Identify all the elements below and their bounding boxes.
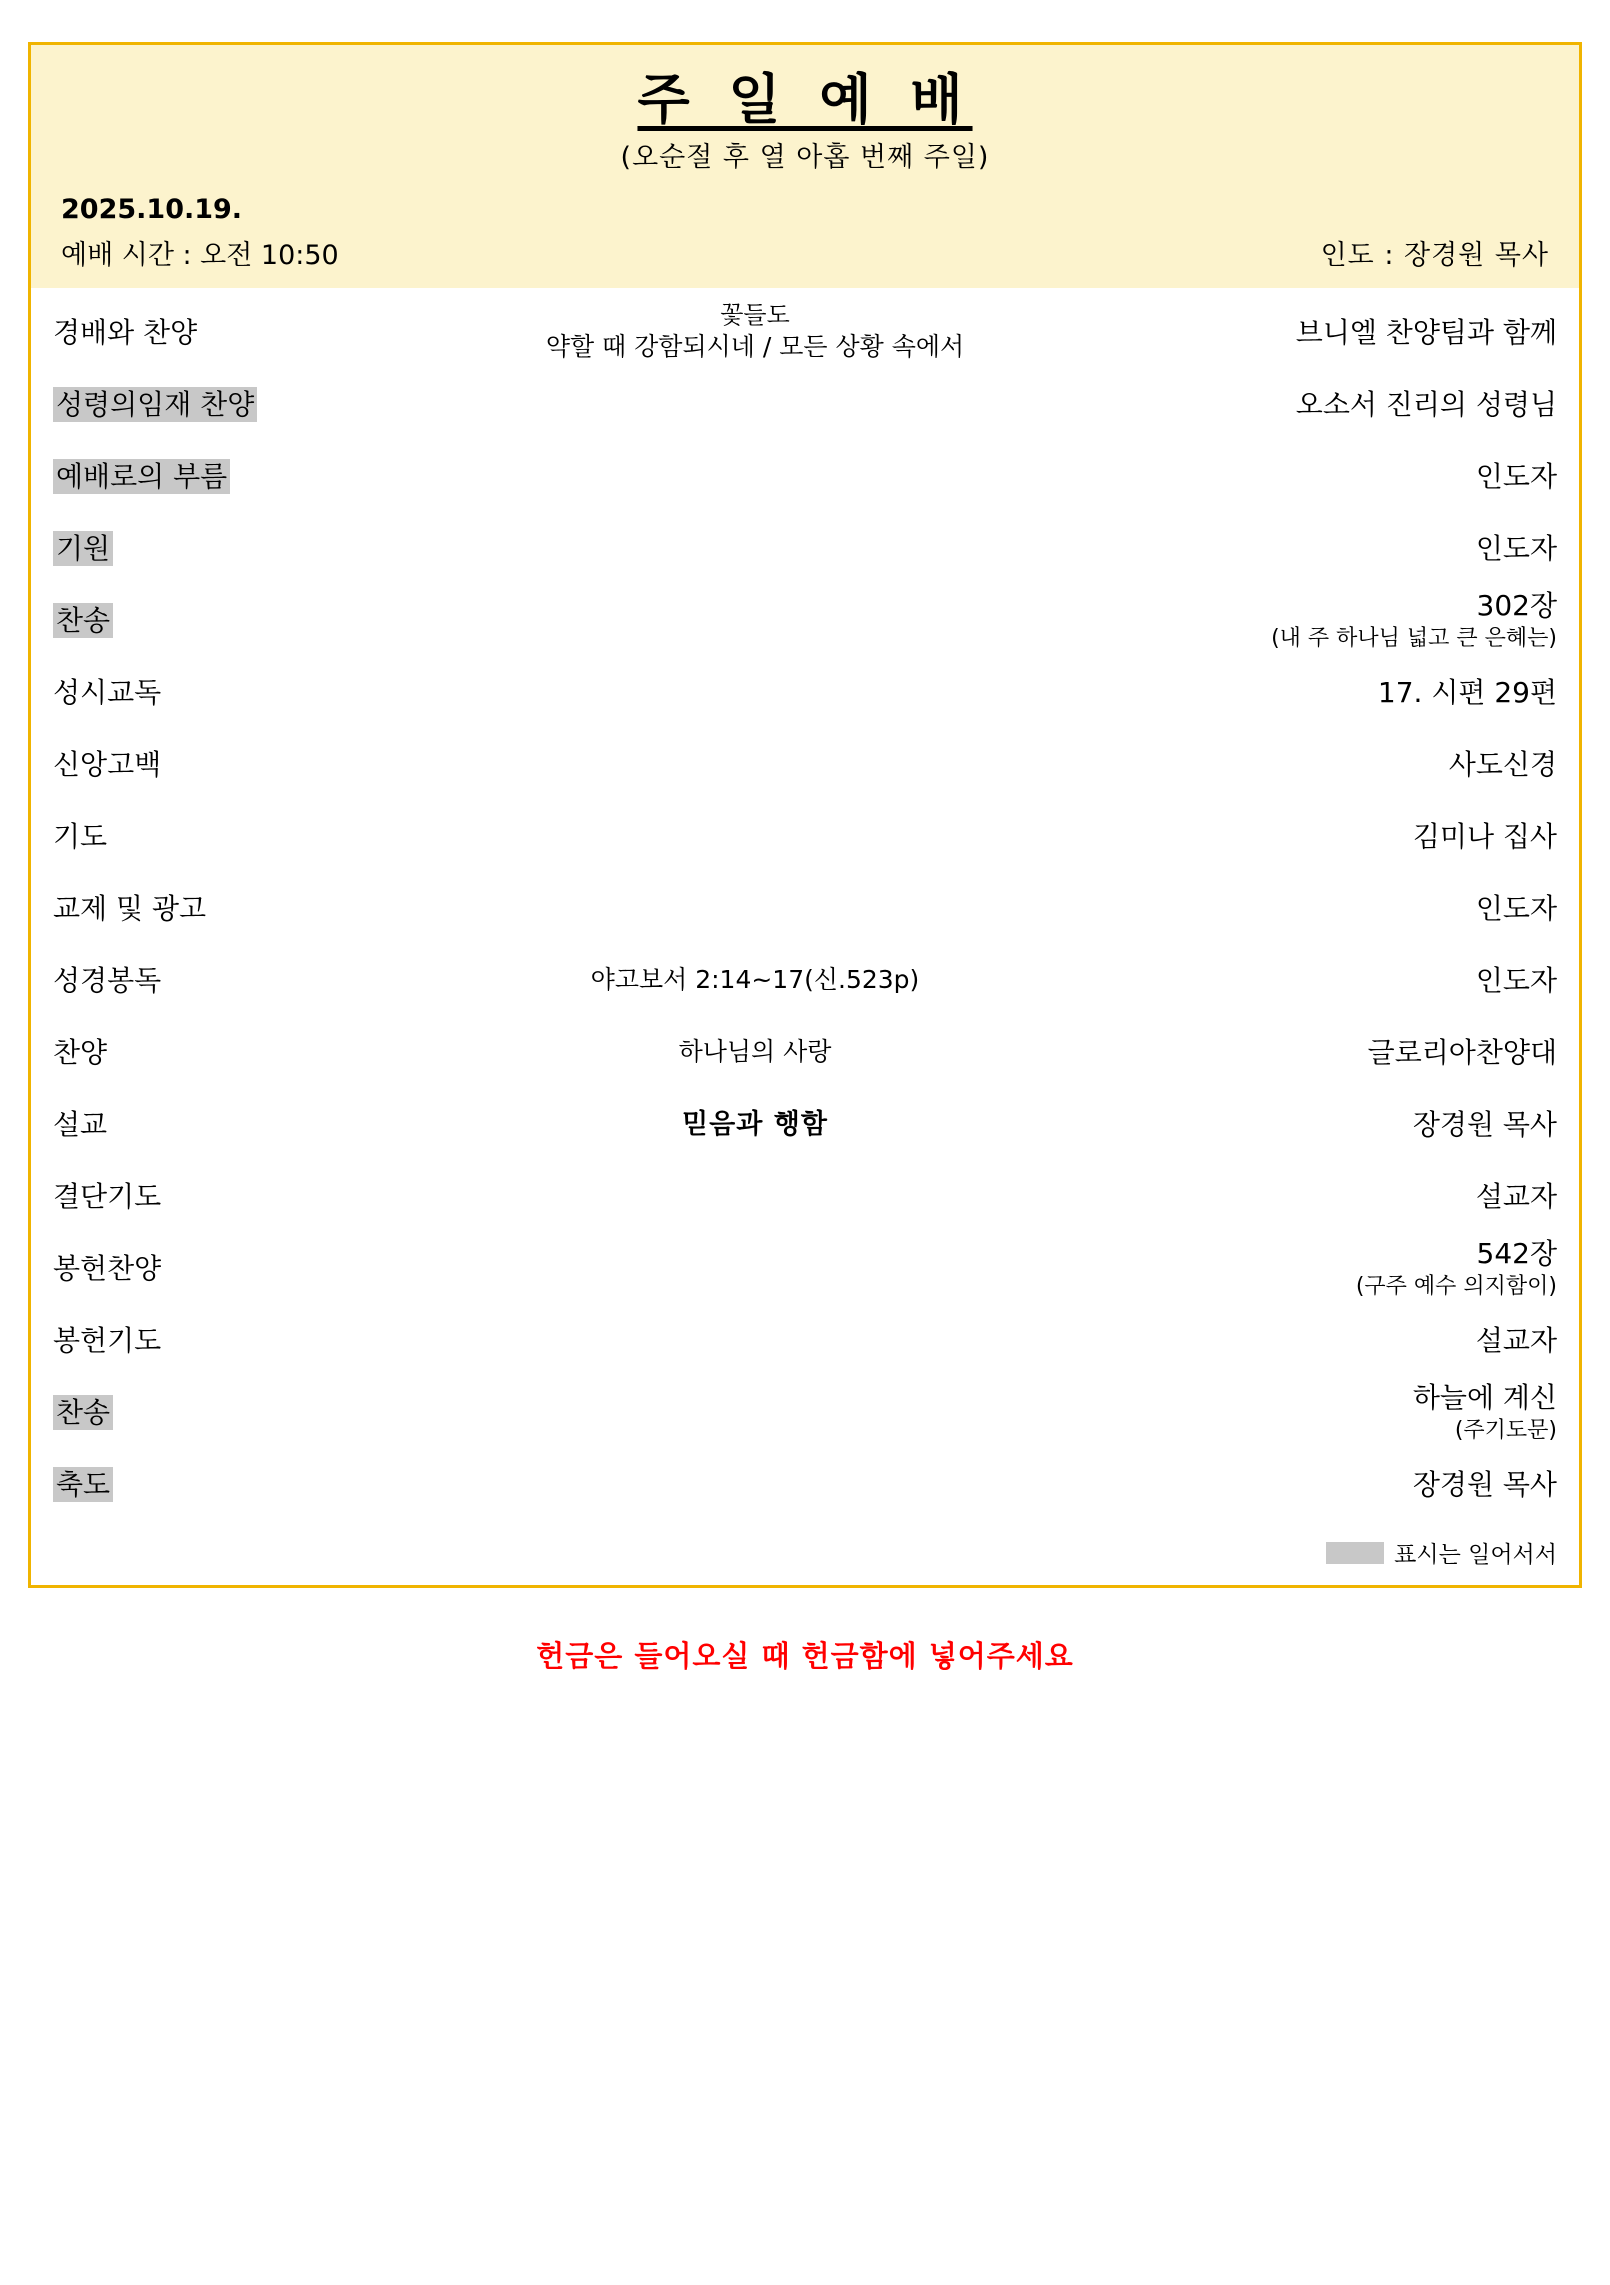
order-item-person — [1127, 1107, 1557, 1142]
order-row — [53, 1088, 1557, 1160]
service-time: 예배 시간 : 오전 10:50 — [61, 240, 339, 272]
order-row — [53, 728, 1557, 800]
service-order-list — [31, 288, 1579, 1530]
order-item-person-main: 542장 — [1476, 1236, 1557, 1270]
order-item-person — [1127, 963, 1557, 998]
order-item-name — [53, 1395, 383, 1430]
order-item-person — [1127, 315, 1557, 350]
order-item-detail-main: 약할 때 강함되시네 / 모든 상황 속에서 — [545, 332, 965, 362]
order-item-person — [1127, 819, 1557, 854]
order-item-person-main: 인도자 — [1475, 963, 1557, 997]
order-item-label: 성경봉독 — [53, 963, 162, 997]
order-item-person-main: 김미나 집사 — [1412, 819, 1557, 853]
order-row — [53, 1016, 1557, 1088]
service-date: 2025.10.19. — [61, 194, 243, 226]
order-item-detail — [383, 1036, 1127, 1069]
order-item-name — [53, 1107, 383, 1142]
page-title: 주 일 예 배 — [637, 68, 973, 131]
order-item-detail — [383, 300, 1127, 364]
order-item-person-main: 사도신경 — [1448, 747, 1557, 781]
order-row — [53, 1448, 1557, 1520]
order-item-detail — [383, 1107, 1127, 1142]
order-item-person — [1127, 747, 1557, 782]
order-item-label: 찬송 — [53, 603, 113, 638]
order-item-person-main: 글로리아찬양대 — [1367, 1035, 1557, 1069]
service-leader: 인도 : 장경원 목사 — [1320, 240, 1549, 272]
order-item-person-main: 장경원 목사 — [1412, 1467, 1557, 1501]
order-item-label: 축도 — [53, 1467, 113, 1502]
order-item-person-main: 장경원 목사 — [1412, 1107, 1557, 1141]
order-item-label: 기도 — [53, 819, 108, 853]
service-info-row — [61, 233, 1549, 272]
order-item-person — [1127, 1467, 1557, 1502]
order-item-label: 성령의임재 찬양 — [53, 387, 257, 422]
order-item-label: 교제 및 광고 — [53, 891, 207, 925]
order-item-person — [1127, 459, 1557, 494]
order-item-label: 봉헌찬양 — [53, 1251, 162, 1285]
order-item-name — [53, 1035, 383, 1070]
order-row — [53, 512, 1557, 584]
bulletin-card — [28, 42, 1582, 1588]
order-item-label: 찬송 — [53, 1395, 113, 1430]
order-item-person-main: 하늘에 계신 — [1412, 1380, 1557, 1414]
order-item-person-main: 302장 — [1476, 588, 1557, 622]
order-item-name — [53, 1251, 383, 1286]
order-item-person — [1127, 1035, 1557, 1070]
order-row — [53, 872, 1557, 944]
order-item-label: 예배로의 부름 — [53, 459, 230, 494]
order-item-detail — [383, 964, 1127, 997]
order-item-person — [1127, 1236, 1557, 1301]
page-subtitle: (오순절 후 열 아홉 번째 주일) — [620, 142, 990, 174]
order-item-label: 결단기도 — [53, 1179, 162, 1213]
order-item-name — [53, 603, 383, 638]
order-item-name — [53, 1179, 383, 1214]
order-item-detail-small: 꽃들도 — [720, 301, 790, 330]
order-item-person-main: 인도자 — [1475, 891, 1557, 925]
order-item-detail-main: 하나님의 사랑 — [678, 1036, 832, 1066]
order-item-person — [1127, 891, 1557, 926]
order-item-person-main: 설교자 — [1475, 1179, 1557, 1213]
order-row — [53, 944, 1557, 1016]
order-item-person-main: 인도자 — [1475, 531, 1557, 565]
order-item-label: 기원 — [53, 531, 113, 566]
order-item-person-main: 오소서 진리의 성령님 — [1295, 387, 1557, 421]
order-item-person-main: 인도자 — [1475, 459, 1557, 493]
order-item-person-sub: (내 주 하나님 넓고 큰 은혜는) — [1271, 625, 1557, 651]
order-item-name — [53, 891, 383, 926]
order-item-label: 봉헌기도 — [53, 1323, 162, 1357]
order-item-person — [1127, 1323, 1557, 1358]
order-item-name — [53, 459, 383, 494]
order-row — [53, 1304, 1557, 1376]
legend — [31, 1530, 1579, 1585]
order-item-detail-main: 야고보서 2:14~17(신.523p) — [590, 964, 920, 994]
order-item-label: 신앙고백 — [53, 747, 162, 781]
order-item-name — [53, 819, 383, 854]
order-item-name — [53, 387, 383, 422]
order-item-label: 경배와 찬양 — [53, 315, 198, 349]
order-row — [53, 296, 1557, 368]
order-item-person — [1127, 531, 1557, 566]
order-item-person — [1127, 1179, 1557, 1214]
order-item-label: 설교 — [53, 1107, 108, 1141]
order-item-name — [53, 1323, 383, 1358]
order-item-person-main: 설교자 — [1475, 1323, 1557, 1357]
order-row — [53, 656, 1557, 728]
legend-text: 표시는 일어서서 — [1394, 1542, 1557, 1569]
order-item-name — [53, 747, 383, 782]
order-item-person — [1127, 387, 1557, 422]
order-item-name — [53, 531, 383, 566]
order-item-name — [53, 315, 383, 350]
order-row — [53, 368, 1557, 440]
order-item-label: 성시교독 — [53, 675, 162, 709]
bulletin-header — [31, 45, 1579, 288]
sermon-title: 믿음과 행함 — [682, 1108, 828, 1140]
order-row — [53, 1160, 1557, 1232]
order-item-person-sub: (주기도문) — [1454, 1417, 1557, 1443]
order-item-name — [53, 1467, 383, 1502]
order-row — [53, 1232, 1557, 1304]
order-row — [53, 584, 1557, 656]
order-item-person — [1127, 588, 1557, 653]
legend-swatch-icon — [1326, 1542, 1384, 1564]
order-item-name — [53, 963, 383, 998]
order-item-person — [1127, 1380, 1557, 1445]
order-row — [53, 800, 1557, 872]
order-item-label: 찬양 — [53, 1035, 108, 1069]
offering-note: 헌금은 들어오실 때 헌금함에 넣어주세요 — [536, 1639, 1074, 1674]
order-item-person — [1127, 675, 1557, 710]
order-item-name — [53, 675, 383, 710]
order-row — [53, 440, 1557, 512]
order-row — [53, 1376, 1557, 1448]
order-item-person-main: 브니엘 찬양팀과 함께 — [1295, 315, 1557, 349]
order-item-person-main: 17. 시편 29편 — [1377, 675, 1557, 709]
order-item-person-sub: (구주 예수 의지함이) — [1355, 1273, 1557, 1299]
